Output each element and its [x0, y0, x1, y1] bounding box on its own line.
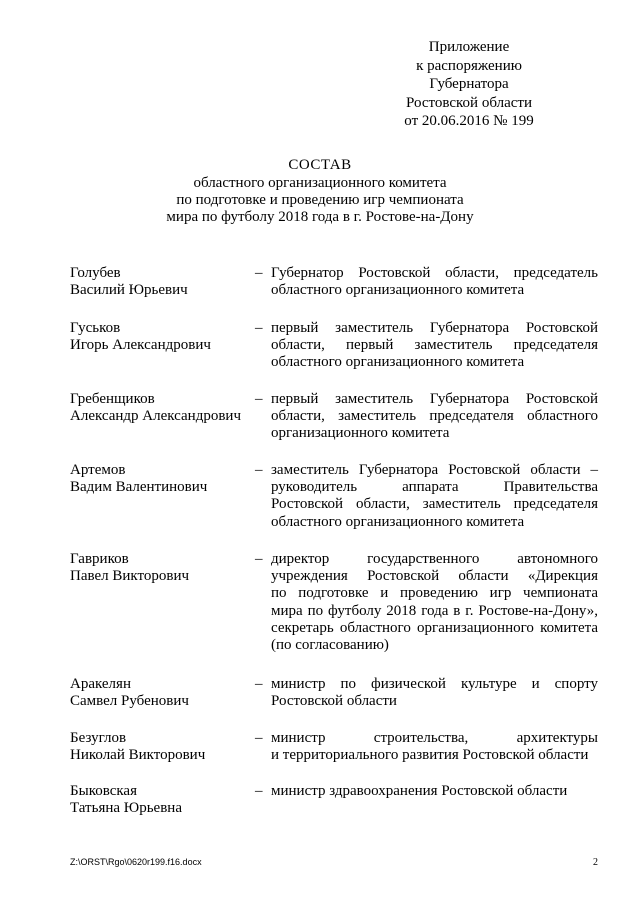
member-role — [271, 391, 598, 443]
member-name — [70, 676, 250, 710]
member-role — [271, 462, 598, 531]
member-surname: Безуглов — [70, 730, 127, 746]
appendix-line: Ростовской области — [406, 94, 532, 111]
appendix-line: к распоряжению — [416, 57, 522, 74]
member-name — [70, 320, 250, 354]
role-line: организационного комитета — [271, 425, 450, 442]
member-given-name: Самвел Рубенович — [70, 693, 189, 710]
role-line: и территориального развития Ростовской области — [271, 747, 589, 764]
member-dash: – — [255, 551, 263, 567]
member-surname: Голубев — [70, 265, 121, 281]
member-dash: – — [255, 462, 263, 478]
role-line: руководитель аппарата Правительства — [271, 479, 598, 496]
member-name — [70, 551, 250, 585]
role-line: областного организационного комитета — [271, 513, 525, 530]
role-line: министр по физической культуре и спорту — [271, 676, 598, 692]
member-surname: Гребенщиков — [70, 391, 155, 407]
member-dash: – — [255, 730, 263, 746]
title-subline: областного организационного комитета — [193, 175, 447, 191]
member-surname: Артемов — [70, 462, 126, 478]
role-line: секретарь областного организационного комитета — [271, 619, 598, 636]
role-line: областного организационного комитета — [271, 282, 525, 299]
member-dash: – — [255, 783, 263, 799]
member-role — [271, 265, 598, 299]
member-given-name: Николай Викторович — [70, 747, 206, 764]
role-line: учреждения Ростовской области «Дирекция — [271, 568, 598, 585]
member-given-name: Татьяна Юрьевна — [70, 800, 182, 817]
role-line: директор государственного автономного — [271, 551, 598, 567]
appendix-line: Приложение — [428, 39, 510, 55]
role-line: по подготовке и проведению игр чемпионата — [271, 585, 598, 602]
member-given-name: Вадим Валентинович — [70, 479, 208, 496]
role-line: министр здравоохранения Ростовской области — [271, 783, 568, 799]
role-line: (по согласованию) — [271, 636, 389, 653]
member-given-name: Игорь Александрович — [70, 337, 211, 354]
member-name — [70, 462, 250, 496]
member-surname: Гавриков — [70, 551, 129, 567]
appendix-header — [374, 38, 564, 131]
member-given-name: Василий Юрьевич — [70, 282, 188, 299]
member-surname: Аракелян — [70, 676, 131, 692]
role-line: области, заместитель председателя областного — [271, 408, 598, 425]
role-line: Ростовской области — [271, 693, 397, 710]
role-line: мира по футболу 2018 года в г. Ростове-на-Дону», — [271, 602, 598, 619]
member-role — [271, 320, 598, 372]
member-dash: – — [255, 391, 263, 407]
member-role — [271, 730, 598, 764]
role-line: первый заместитель Губернатора Ростовской — [271, 391, 598, 407]
role-line: министр строительства, архитектуры — [271, 730, 598, 746]
member-given-name: Павел Викторович — [70, 568, 190, 585]
member-given-name: Александр Александрович — [70, 408, 241, 425]
member-name — [70, 391, 250, 425]
title-main: СОСТАВ — [288, 157, 352, 173]
member-dash: – — [255, 265, 263, 281]
document-title — [0, 156, 640, 226]
page-number: 2 — [593, 857, 598, 868]
member-name — [70, 730, 250, 764]
role-line: первый заместитель Губернатора Ростовской — [271, 320, 598, 336]
member-role — [271, 551, 598, 654]
role-line: Губернатор Ростовской области, председатель — [271, 265, 598, 281]
member-name — [70, 783, 250, 817]
member-dash: – — [255, 676, 263, 692]
member-role — [271, 676, 598, 710]
member-role — [271, 783, 598, 800]
member-surname: Гуськов — [70, 320, 121, 336]
title-subline: мира по футболу 2018 года в г. Ростове-на-Дону — [166, 209, 474, 225]
member-dash: – — [255, 320, 263, 336]
role-line: областного организационного комитета — [271, 354, 525, 371]
role-line: заместитель Губернатора Ростовской области – — [271, 462, 598, 478]
member-surname: Быковская — [70, 783, 137, 799]
role-line: Ростовской области, заместитель председателя — [271, 496, 598, 513]
appendix-line: Губернатора — [429, 76, 509, 92]
role-line: области, первый заместитель председателя — [271, 337, 598, 354]
appendix-line: от 20.06.2016 № 199 — [404, 113, 534, 129]
member-name — [70, 265, 250, 299]
title-subline: по подготовке и проведению игр чемпионата — [176, 192, 464, 208]
file-path: Z:\ORST\Rgo\0620r199.f16.docx — [70, 857, 202, 867]
